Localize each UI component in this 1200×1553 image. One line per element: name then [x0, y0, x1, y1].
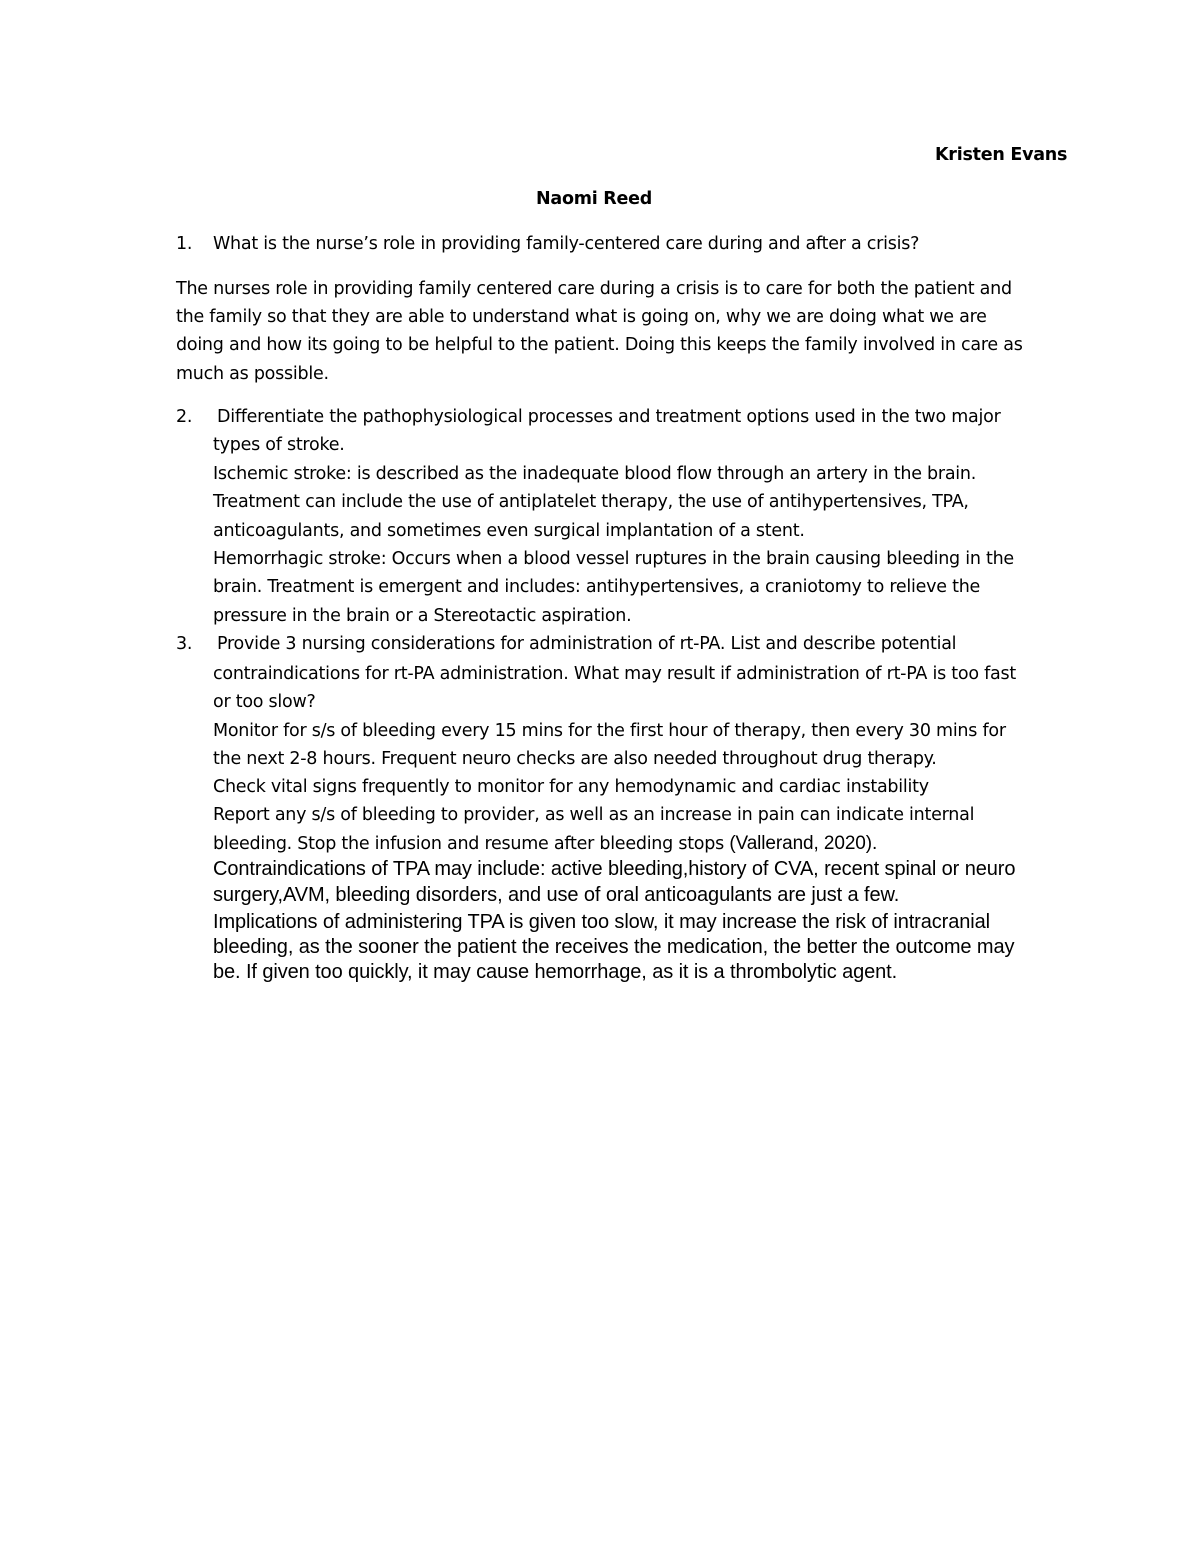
answer-3-line: Report any s/s of bleeding to provider, as well as an increase in pain can indicate internal: [213, 805, 975, 825]
question-2-prompt-line: Differentiate the pathophysiological processes and treatment options used in the two major: [217, 407, 1001, 427]
answer-3-arial-line: be. If given too quickly, it may cause hemorrhage, as it is a thrombolytic agent.: [213, 961, 898, 983]
answer-2-line: Treatment can include the use of antiplatelet therapy, the use of antihypertensives, TPA,: [213, 492, 969, 512]
question-1-prompt: What is the nurse’s role in providing family-centered care during and after a crisis?: [213, 234, 920, 254]
answer-1-line: the family so that they are able to understand what is going on, why we are doing what we are: [176, 307, 987, 327]
answer-1-line: much as possible.: [176, 364, 329, 384]
answer-3-line: Monitor for s/s of bleeding every 15 mins for the first hour of therapy, then every 30 mins for: [213, 721, 1006, 741]
answer-1-line: The nurses role in providing family centered care during a crisis is to care for both the patient and: [176, 279, 1012, 299]
question-3-prompt-line: Provide 3 nursing considerations for administration of rt-PA. List and describe potential: [217, 634, 957, 654]
answer-3-text: bleeding. Stop the infusion and resume after bleeding stops: [213, 834, 724, 854]
document-title: Naomi Reed: [536, 189, 653, 209]
answer-3-arial-line: Implications of administering TPA is given too slow, it may increase the risk of intracranial: [213, 911, 990, 933]
question-3-prompt-line: or too slow?: [213, 692, 316, 712]
question-1-number: 1.: [176, 234, 193, 254]
answer-3-arial-line: surgery,AVM, bleeding disorders, and use of oral anticoagulants are just a few.: [213, 884, 900, 906]
answer-1-line: doing and how its going to be helpful to the patient. Doing this keeps the family involved in care as: [176, 335, 1023, 355]
answer-2-line: Hemorrhagic stroke: Occurs when a blood vessel ruptures in the brain causing bleeding in the: [213, 549, 1014, 569]
answer-3-line: the next 2-8 hours. Frequent neuro checks are also needed throughout drug therapy.: [213, 749, 937, 769]
answer-2-line: pressure in the brain or a Stereotactic aspiration.: [213, 606, 632, 626]
question-2-number: 2.: [176, 407, 193, 427]
citation: (Vallerand, 2020).: [729, 833, 878, 854]
answer-3-mixed-line: [213, 833, 877, 855]
question-3-prompt-line: contraindications for rt-PA administration. What may result if administration of rt-PA is too fast: [213, 664, 1016, 684]
answer-2-line: Ischemic stroke: is described as the inadequate blood flow through an artery in the brain.: [213, 464, 977, 484]
answer-2-line: brain. Treatment is emergent and includes: antihypertensives, a craniotomy to relieve the: [213, 577, 981, 597]
author-name: Kristen Evans: [935, 145, 1068, 165]
answer-3-arial-line: bleeding, as the sooner the patient the receives the medication, the better the outcome may: [213, 936, 1015, 958]
answer-3-arial-line: Contraindications of TPA may include: active bleeding,history of CVA, recent spinal or neuro: [213, 858, 1016, 880]
question-2-prompt-line: types of stroke.: [213, 435, 345, 455]
answer-3-line: Check vital signs frequently to monitor for any hemodynamic and cardiac instability: [213, 777, 929, 797]
question-3-number: 3.: [176, 634, 193, 654]
answer-2-line: anticoagulants, and sometimes even surgical implantation of a stent.: [213, 521, 805, 541]
